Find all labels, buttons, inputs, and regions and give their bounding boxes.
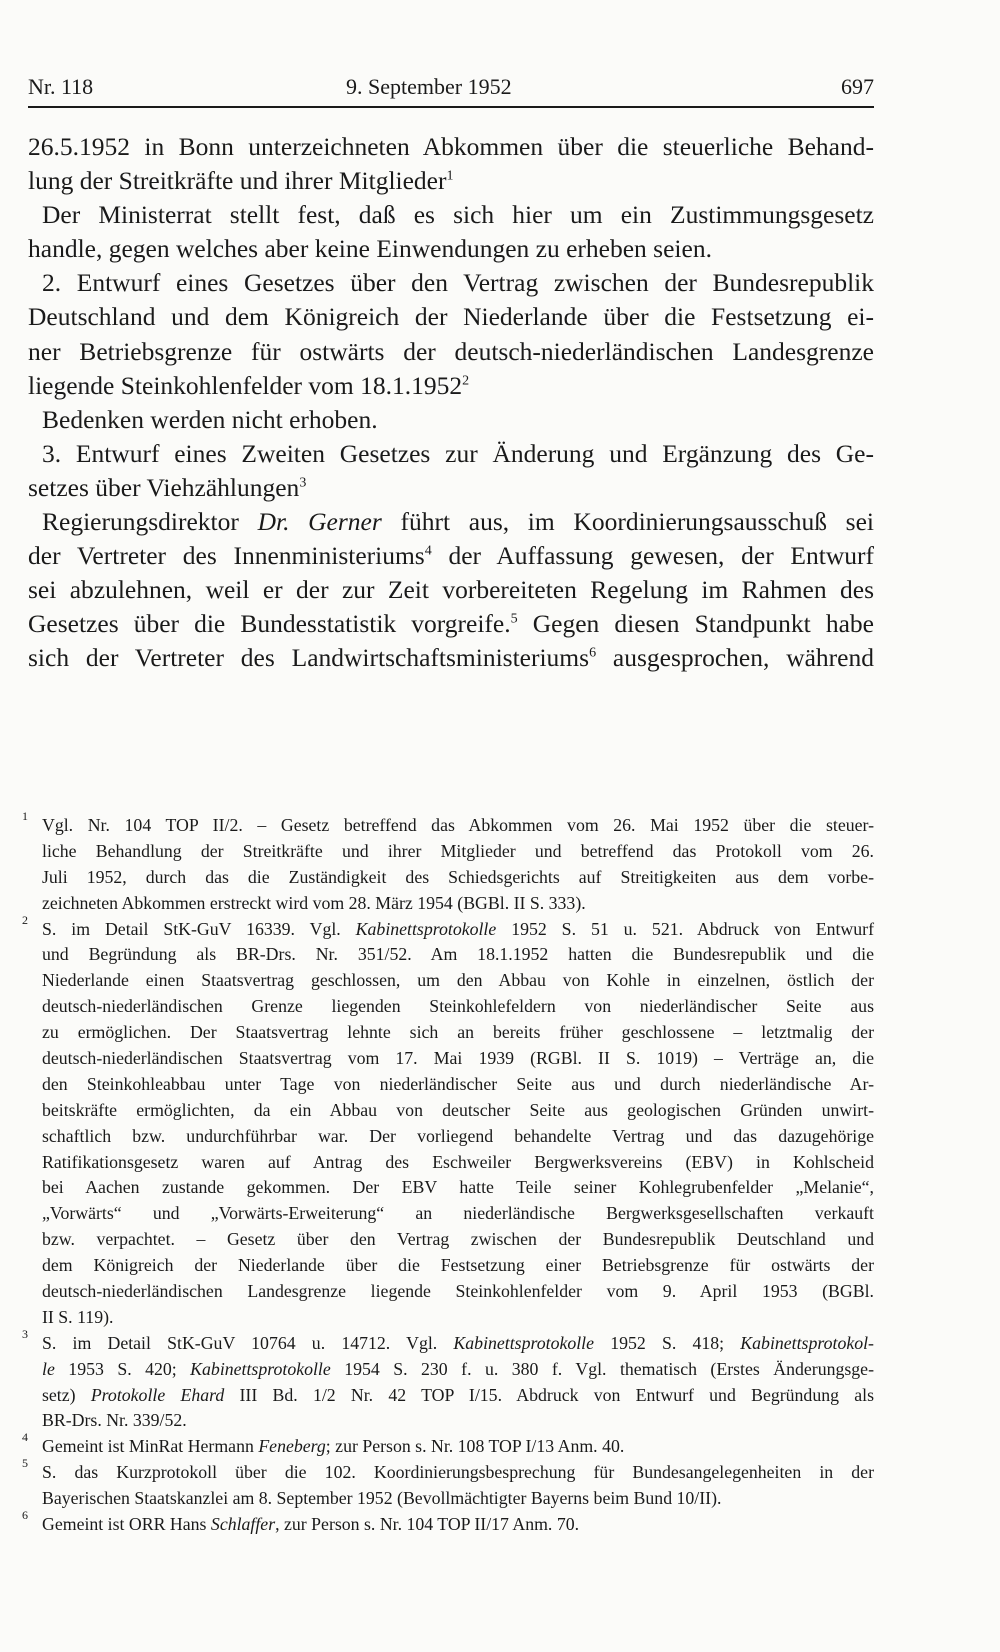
footnote-line: bzw. verpachtet. – Gesetz über den Vertrag zwischen der Bundesrepublik Deutschland und xyxy=(42,1229,874,1250)
footnote-line: „Vorwärts“ und „Vorwärts-Erweiterung“ an niederländische Bergwerksgesellschaften verkauft xyxy=(42,1203,874,1224)
text-line: Der Ministerrat stellt fest, daß es sich hier um ein Zustimmungsgesetz xyxy=(42,200,874,230)
footnote-line: Bayerischen Staatskanzlei am 8. September 1952 (Bevollmächtigter Bayerns beim Bund 10/II). xyxy=(42,1488,722,1509)
footnote-line: le 1953 S. 420; Kabinettsprotokolle 1954 S. 230 f. u. 380 f. Vgl. thematisch (Erstes Änderungsge- xyxy=(42,1358,874,1379)
footnote-line: Gemeint ist ORR Hans Schlaffer, zur Person s. Nr. 104 TOP II/17 Anm. 70. xyxy=(42,1514,580,1535)
text-line: 26.5.1952 in Bonn unterzeichneten Abkommen über die steuerliche Behand- xyxy=(28,132,874,161)
footnote-line: deutsch-niederländischen Staatsvertrag vom 17. Mai 1939 (RGBl. II S. 1019) – Verträge an, die xyxy=(42,1048,874,1069)
footnote-ref: 2 xyxy=(462,373,470,389)
text-line: Gesetzes über die Bundesstatistik vorgreife.$^5$ Gegen diesen Standpunkt habe xyxy=(28,609,874,639)
text-line: ner Betriebsgrenze für ostwärts der deutsch-niederländischen Landesgrenze xyxy=(28,336,874,366)
footnote-line: Vgl. Nr. 104 TOP II/2. – Gesetz betreffend das Abkommen vom 26. Mai 1952 über die steuer- xyxy=(42,815,874,835)
footnote-number: 5 xyxy=(22,1456,28,1471)
footnote-line: Gemeint ist MinRat Hermann Feneberg; zur Person s. Nr. 108 TOP I/13 Anm. 40. xyxy=(42,1436,625,1457)
footnote-line: beitskräfte ermöglichten, da ein Abbau von deutscher Seite aus geologischen Gründen unwirt- xyxy=(42,1099,874,1120)
footnote-line: liche Behandlung der Streitkräfte und ihrer Mitglieder und betreffend das Protokoll vom 26. xyxy=(42,840,874,861)
footnotes xyxy=(22,809,874,1537)
footnote-2 xyxy=(22,912,874,1330)
footnote-line: S. im Detail StK-GuV 10764 u. 14712. Vgl. Kabinettsprotokolle 1952 S. 418; Kabinettsprotokol- xyxy=(42,1332,874,1353)
document-number: Nr. 118 xyxy=(28,74,94,99)
footnote-number: 2 xyxy=(22,912,28,927)
footnote-number: 4 xyxy=(22,1430,28,1445)
main-text xyxy=(28,130,874,676)
footnote-line: BR-Drs. Nr. 339/52. xyxy=(42,1410,187,1431)
text-line: sei abzulehnen, weil er der zur Zeit vorbereiteten Regelung im Rahmen des xyxy=(28,575,874,605)
agenda-item-2: 2. Entwurf eines Gesetzes über den Vertrag zwischen der Bundesrepublik xyxy=(42,268,874,298)
footnote-ref: 1 xyxy=(446,168,454,184)
footnote-line: S. das Kurzprotokoll über die 102. Koordinierungsbesprechung für Bundesangelegenheiten in der xyxy=(42,1462,874,1483)
text-line: sich der Vertreter des Landwirtschaftsministeriums$^6$ ausgesprochen, während xyxy=(28,643,874,673)
text-line: handle, gegen welches aber keine Einwendungen zu erheben seien. xyxy=(28,234,712,264)
footnote-line: S. im Detail StK-GuV 16339. Vgl. Kabinettsprotokolle 1952 S. 51 u. 521. Abdruck von Entwurf xyxy=(42,918,874,939)
footnote-line: deutsch-niederländischen Grenze liegenden Steinkohlefeldern von niederländischer Seite aus xyxy=(42,996,874,1017)
footnote-line: deutsch-niederländischen Landesgrenze liegende Steinkohlenfelder vom 9. April 1953 (BGBl. xyxy=(42,1281,874,1302)
footnote-line: zeichneten Abkommen erstreckt wird vom 28. März 1954 (BGBl. II S. 333). xyxy=(42,892,586,913)
text-line: setzes über Viehzählungen$^3$ xyxy=(28,472,307,502)
text-line: lung der Streitkräfte und ihrer Mitglieder$^1$ xyxy=(28,166,454,196)
session-date: 9. September 1952 xyxy=(346,74,512,99)
footnote-line: Juli 1952, durch das die Zuständigkeit des Schiedsgerichts auf Streitigkeiten aus dem vorbe- xyxy=(42,866,874,887)
footnote-ref: 4 xyxy=(424,543,432,559)
footnote-line: Ratifikationsgesetz waren auf Antrag des Eschweiler Bergwerksvereins (EBV) in Kohlscheid xyxy=(42,1151,874,1172)
footnote-line: schaftlich bzw. undurchführbar war. Der vorliegend behandelte Vertrag und das dazugehörige xyxy=(42,1125,874,1146)
footnote-line: Niederlande einen Staatsvertrag geschlossen, um den Abbau von Kohle in einzelnen, östlich der xyxy=(42,970,874,991)
person-name: Dr. Gerner xyxy=(257,507,382,537)
footnote-3 xyxy=(22,1326,874,1434)
footnote-line: setz) Protokolle Ehard III Bd. 1/2 Nr. 42 TOP I/15. Abdruck von Entwurf und Begründung als xyxy=(42,1384,874,1405)
running-head xyxy=(28,74,874,108)
footnote-ref: 5 xyxy=(510,611,518,627)
footnote-number: 1 xyxy=(22,809,28,823)
footnote-ref: 3 xyxy=(299,475,307,491)
text-line: Bedenken werden nicht erhoben. xyxy=(42,404,378,434)
footnote-line: bei Aachen zustande gekommen. Der EBV hatte Teile seiner Kohlegrubenfelder „Melanie“, xyxy=(42,1177,874,1198)
agenda-item-3: 3. Entwurf eines Zweiten Gesetzes zur Änderung und Ergänzung des Ge- xyxy=(42,438,874,468)
footnote-line: den Steinkohleabbau unter Tage von niederländischer Seite aus und durch niederländische Ar- xyxy=(42,1073,874,1094)
footnote-line: zu ermöglichen. Der Staatsvertrag lehnte sich an bereits früher geschlossene – letztmalig der xyxy=(42,1022,874,1043)
footnote-4 xyxy=(22,1430,874,1459)
footnote-number: 6 xyxy=(22,1508,28,1523)
footnote-line: und Begründung als BR-Drs. Nr. 351/52. Am 18.1.1952 hatten die Bundesrepublik und die xyxy=(42,944,874,965)
footnote-ref: 6 xyxy=(589,645,597,661)
footnote-1 xyxy=(22,809,874,916)
footnote-number: 3 xyxy=(22,1326,28,1341)
page-number: 697 xyxy=(841,74,874,99)
footnote-line: II S. 119). xyxy=(42,1306,114,1327)
footnote-line: dem Königreich der Niederlande über die Festsetzung einer Betriebsgrenze für ostwärts der xyxy=(42,1255,874,1276)
footnote-5 xyxy=(22,1456,874,1511)
text-line: liegende Steinkohlenfelder vom 18.1.1952$^2$ xyxy=(28,370,470,400)
text-line: Regierungsdirektor Dr. Gerner führt aus, im Koordinierungsausschuß sei xyxy=(42,507,874,537)
text-line: der Vertreter des Innenministeriums$^4$ der Auffassung gewesen, der Entwurf xyxy=(28,541,874,571)
footnote-6 xyxy=(22,1508,874,1537)
text-line: Deutschland und dem Königreich der Niederlande über die Festsetzung ei- xyxy=(28,302,874,332)
